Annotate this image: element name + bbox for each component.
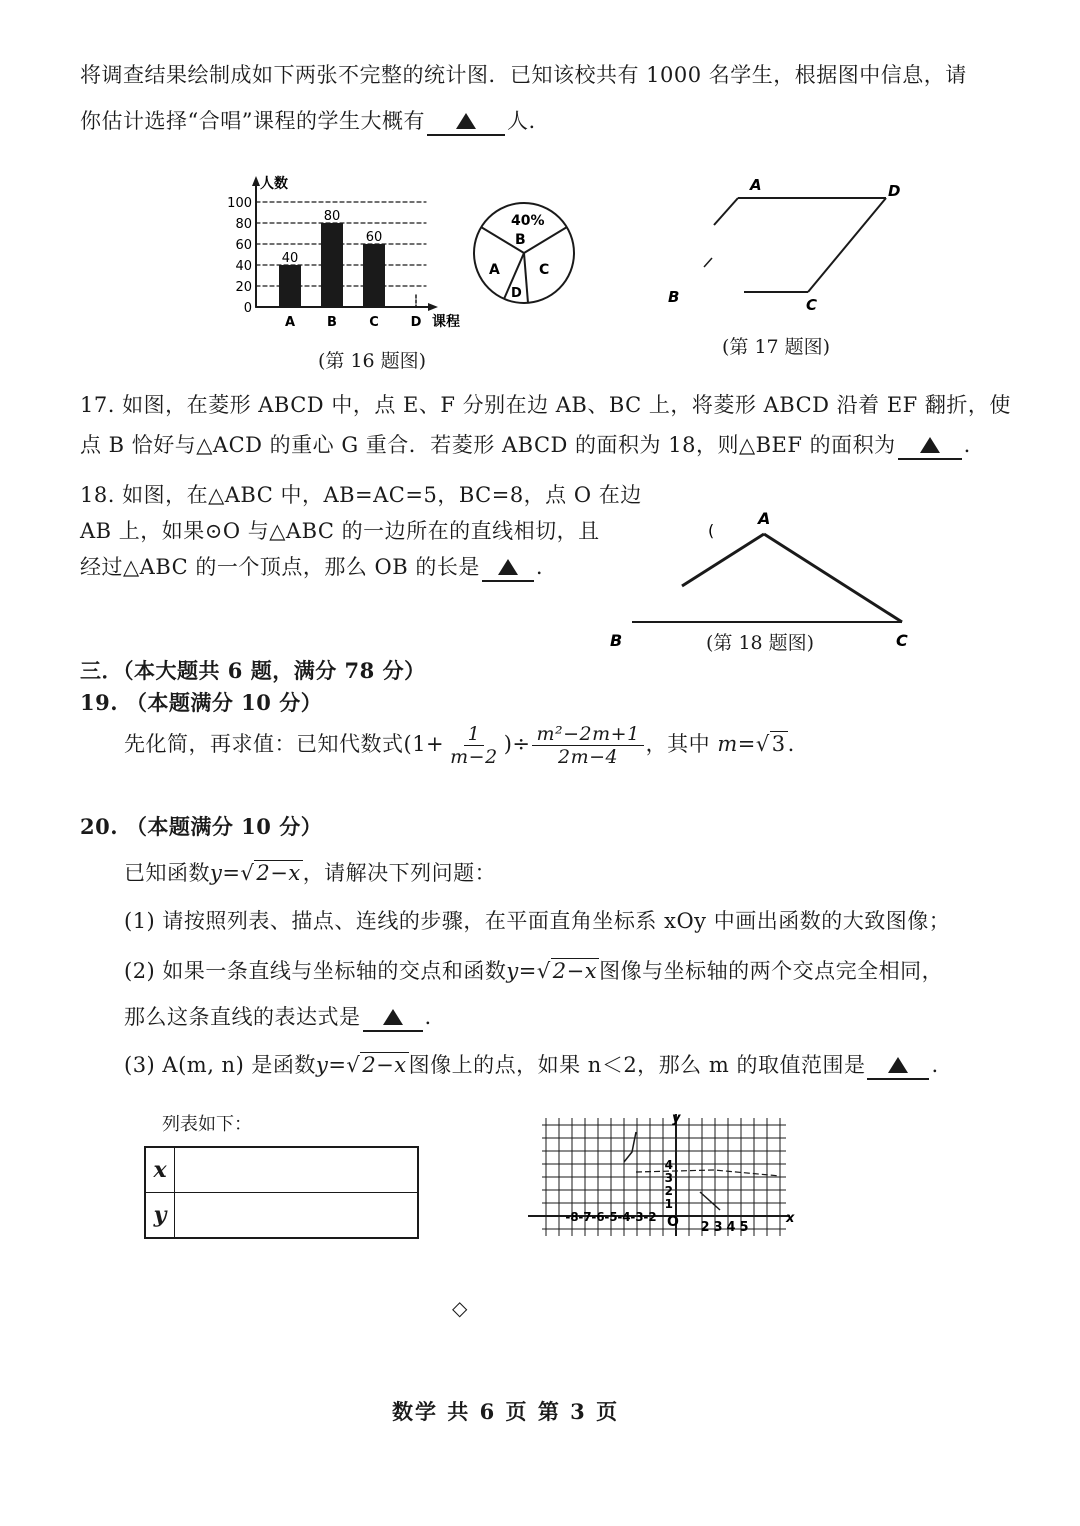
triangle-side-ab [682,534,764,586]
answer-blank-16[interactable] [427,108,505,136]
q20-part-2-cont: 那么这条直线的表达式是 . [124,1002,432,1032]
table-header-y: y [145,1193,175,1239]
answer-blank-18[interactable] [482,554,534,582]
triangle-icon [383,1009,403,1025]
bar-data-label: 80 [323,209,341,224]
rhombus-faint-mark [704,258,712,267]
pie-label-c: C [539,262,550,278]
answer-blank-20-3[interactable] [867,1052,929,1080]
table-title: 列表如下： [162,1114,252,1135]
faint-arc-mark: ( [708,521,715,540]
q18-end: . [535,555,544,579]
y-tick-label: 0 [243,301,252,316]
point-d: D [888,182,901,200]
value-table [144,1146,419,1239]
x-tick-label: -5 [604,1210,618,1224]
bar-data-label: 60 [365,230,383,245]
pie-divider-dc [524,253,528,303]
footer-page-info: 数学 共 6 页 第 3 页 [392,1399,620,1424]
q17-end: . [963,433,971,457]
sketch-stroke-1 [624,1132,636,1162]
triangle-icon [456,113,476,129]
table-cell-x[interactable] [175,1147,419,1193]
pie-label-b: B [515,232,526,248]
bar-c [363,244,385,307]
x-axis-arrow [428,303,438,311]
point-a: A [758,509,771,528]
y-tick-label: 80 [235,217,252,232]
triangle-icon [920,437,940,453]
x-tick-label: -7 [578,1210,592,1224]
q19-sqrt: 3 [771,732,786,756]
q17-caption: (第 17 题图) [722,336,831,358]
q18-line-1: 18. 如图，在△ABC 中，AB=AC=5，BC=8，点 O 在边 [80,483,642,507]
rhombus-side-dc [808,198,886,292]
q19-fraction-1: $\frac{1}{m-2}$ [450,723,498,768]
q20-part-3: (3) A(m, n) 是函数y=√2−x图像上的点，如果 n＜2，那么 m 的取值范围是 . [124,1050,939,1080]
q17-line-1: 17. 如图，在菱形 ABCD 中，点 E、F 分别在边 AB、BC 上，将菱形 ABCD 沿着 EF 翻折，使 [80,393,1011,417]
q19-heading: 19. （本题满分 10 分） [80,690,323,715]
x-tick-label: C [369,315,379,330]
point-b: B [668,288,680,306]
triangle-side-ac [764,534,902,622]
point-c: C [806,296,818,314]
x-tick-label: 2 [700,1220,710,1235]
pie-label-d: D [511,286,522,301]
y-tick-label: 3 [664,1171,673,1185]
y-tick-label: 40 [235,259,252,274]
x-tick-label: D [410,315,422,330]
x-tick-label: -4 [617,1210,631,1224]
x-tick-label: -3 [630,1210,644,1224]
intro-line-2 [80,106,536,136]
point-a: A [750,176,762,194]
q18-text: 经过△ABC 的一个顶点，那么 OB 的长是 [80,555,480,579]
x-tick-label: 4 [726,1220,736,1235]
y-tick-label: 20 [235,280,252,295]
sketch-dashed-line [636,1170,780,1176]
q17-line-2 [80,430,971,460]
section-3-title: 三．（本大题共 6 题，满分 78 分） [80,658,426,683]
y-axis-label: y [672,1111,681,1126]
q16-pie-chart [470,200,580,310]
origin-label: O [667,1214,679,1230]
sketch-stroke-2 [700,1192,720,1210]
q16-caption: (第 16 题图) [318,350,427,372]
pie-pct-label: 40% [511,213,545,229]
bar-data-label: 40 [281,251,299,266]
q19-text-b: ，其中 [645,732,711,756]
x-axis-label: 课程 [432,314,460,330]
triangle-icon [888,1057,908,1073]
q19-fraction-2: $\frac{\text{m²−2m+1}}{2m-4}$ [532,723,643,768]
q18-line-3 [80,552,543,582]
y-axis-label: 人数 [260,176,288,192]
x-axis-label: x [786,1211,795,1226]
intro-end: 人. [506,109,536,133]
y-tick-label: 1 [664,1197,673,1211]
x-tick-label: B [327,315,337,330]
x-tick-label: -6 [591,1210,605,1224]
q18-caption: (第 18 题图) [706,632,815,654]
q17-text: 点 B 恰好与△ACD 的重心 G 重合．若菱形 ABCD 的面积为 18，则△BEF 的面积为 [80,433,896,457]
y-axis-arrow [252,176,260,186]
triangle-icon [498,559,518,575]
intro-line-1: 将调查结果绘制成如下两张不完整的统计图．已知该校共有 1000 名学生，根据图中信息，请 [80,63,967,87]
pie-label-a: A [489,262,500,278]
x-tick-label: 5 [739,1220,749,1235]
q20-intro: 已知函数y=√2−x，请解决下列问题： [124,861,497,885]
q18-line-2: AB 上，如果⊙O 与△ABC 的一边所在的直线相切，且 [80,519,600,543]
y-tick-label: 60 [235,238,252,253]
point-b: B [610,631,623,650]
pie-divider-bc [524,227,567,253]
x-tick-label: -2 [643,1210,657,1224]
answer-blank-17[interactable] [898,432,962,460]
q19-body: 先化简，再求值：已知代数式(1+ $\frac{1}{m-2}$ )÷ $\frac{\text{m²−2m+1}}{2m-4}$ ，其中 m=√3. [124,723,795,768]
intro-text: 你估计选择“合唱”课程的学生大概有 [80,109,425,133]
q20-part-2: (2) 如果一条直线与坐标轴的交点和函数y=√2−x图像与坐标轴的两个交点完全相同， [124,959,944,983]
y-tick-label: 4 [664,1158,673,1172]
point-c: C [896,631,908,650]
coordinate-grid [524,1108,804,1243]
rhombus-side-ab [714,198,738,225]
y-tick-label: 2 [664,1184,673,1198]
q16-bar-chart [222,170,472,335]
x-tick-label: 3 [713,1220,723,1235]
y-tick-label: 100 [227,196,252,211]
x-tick-label: A [284,315,296,330]
q20-part-1: (1) 请按照列表、描点、连线的步骤，在平面直角坐标系 xOy 中画出函数的大致图像； [124,909,951,933]
bar-a [279,265,301,307]
bar-b [321,223,343,307]
q20-heading: 20. （本题满分 10 分） [80,814,323,839]
table-cell-y[interactable] [175,1193,419,1239]
footer-mark: ◇ [452,1296,468,1320]
table-header-x: x [145,1147,175,1193]
q19-text-a: 先化简，再求值：已知代数式 [124,732,404,756]
answer-blank-20-2[interactable] [363,1004,423,1032]
q17-rhombus-figure [660,170,910,320]
x-tick-label: -8 [565,1210,579,1224]
